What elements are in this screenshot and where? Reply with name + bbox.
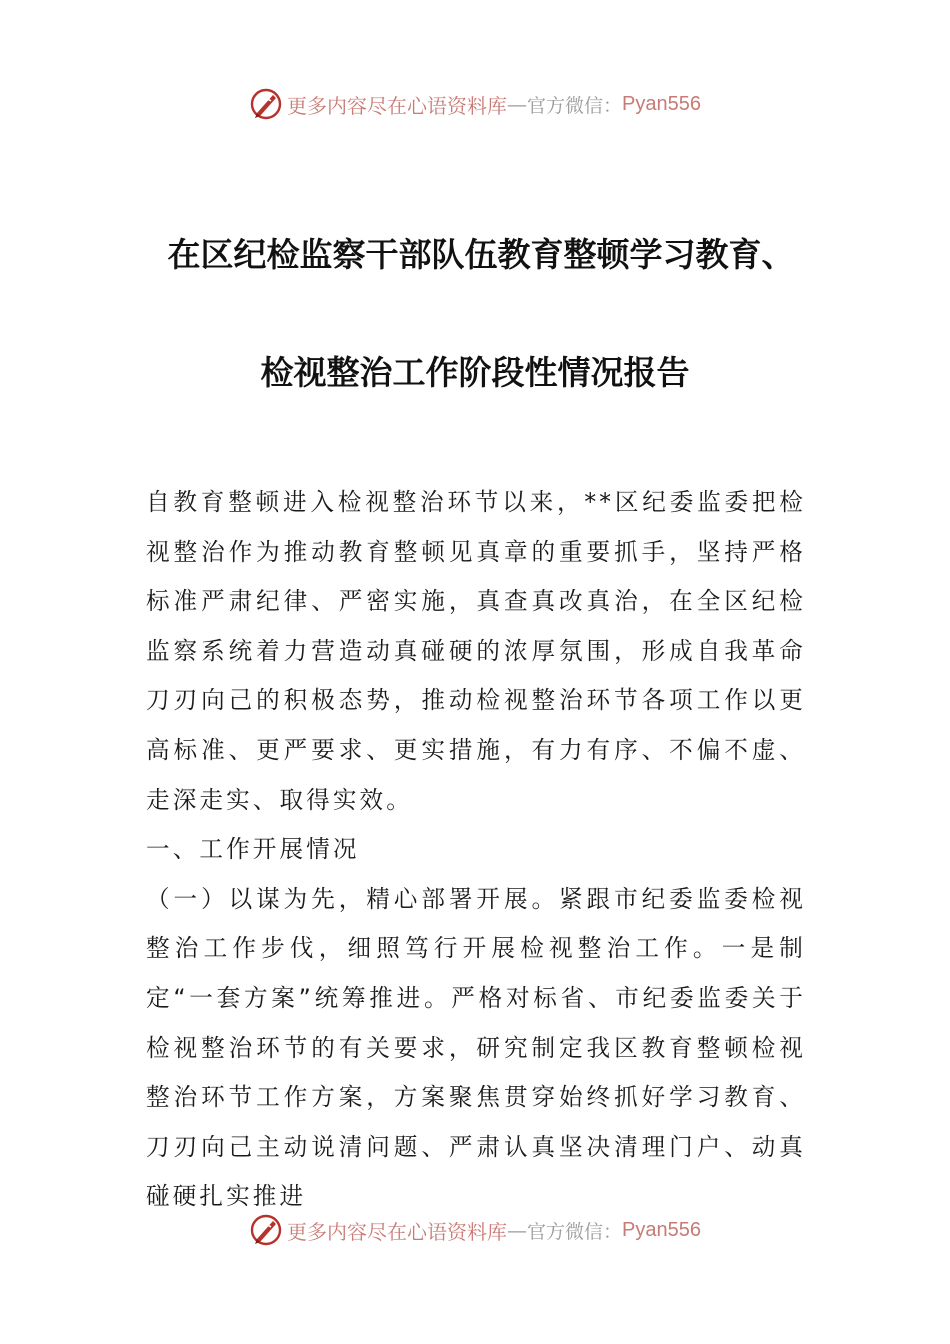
document-title-line1: 在区纪检监察干部队伍教育整顿学习教育、 (167, 235, 795, 274)
paragraph-intro: 自教育整顿进入检视整治环节以来，**区纪委监委把检视整治作为推动教育整顿见真章的重要抓手，坚持严格标准严肃纪律、严密实施，真查真改真治，在全区纪检监察系统着力营造动真碰硬的浓厚氛围，形成自我革命刀刃向己的积极态势，推动检视整治环节各项工作以更高标准、更严要求、更实措施，有力有序、不偏不虚、走深走实、取得实效。 (146, 488, 806, 814)
banner-wechat-label: 官方微信： (527, 1220, 623, 1243)
document-body (146, 478, 806, 1222)
banner-main-text: 更多内容尽在心语资料库 (287, 1219, 507, 1244)
banner-wechat-id: Pyan556 (622, 1218, 701, 1241)
header-watermark-banner (0, 84, 950, 124)
pen-logo-icon (249, 1213, 283, 1247)
banner-dash: — (507, 1218, 527, 1242)
pen-logo-icon (249, 87, 283, 121)
paragraph-section-1: （一）以谋为先，精心部署开展。紧跟市纪委监委检视整治工作步伐，细照笃行开展检视整治工作。一是制定“一套方案”统筹推进。严格对标省、市纪委监委关于检视整治环节的有关要求，研究制定我区教育整顿检视整治环节工作方案，方案聚焦贯穿始终抓好学习教育、刀刃向己主动说清问题、严肃认真坚决清理门户、动真碰硬扎实推进 (146, 884, 806, 1211)
banner-wechat-label: 官方微信： (527, 94, 623, 117)
section-heading: 一、工作开展情况 (146, 835, 360, 864)
banner-main-text: 更多内容尽在心语资料库 (287, 93, 507, 118)
banner-dash: — (507, 92, 527, 116)
banner-wechat-id: Pyan556 (622, 92, 701, 115)
footer-watermark-banner (0, 1210, 950, 1250)
document-title-line2: 检视整治工作阶段性情况报告 (260, 353, 690, 392)
